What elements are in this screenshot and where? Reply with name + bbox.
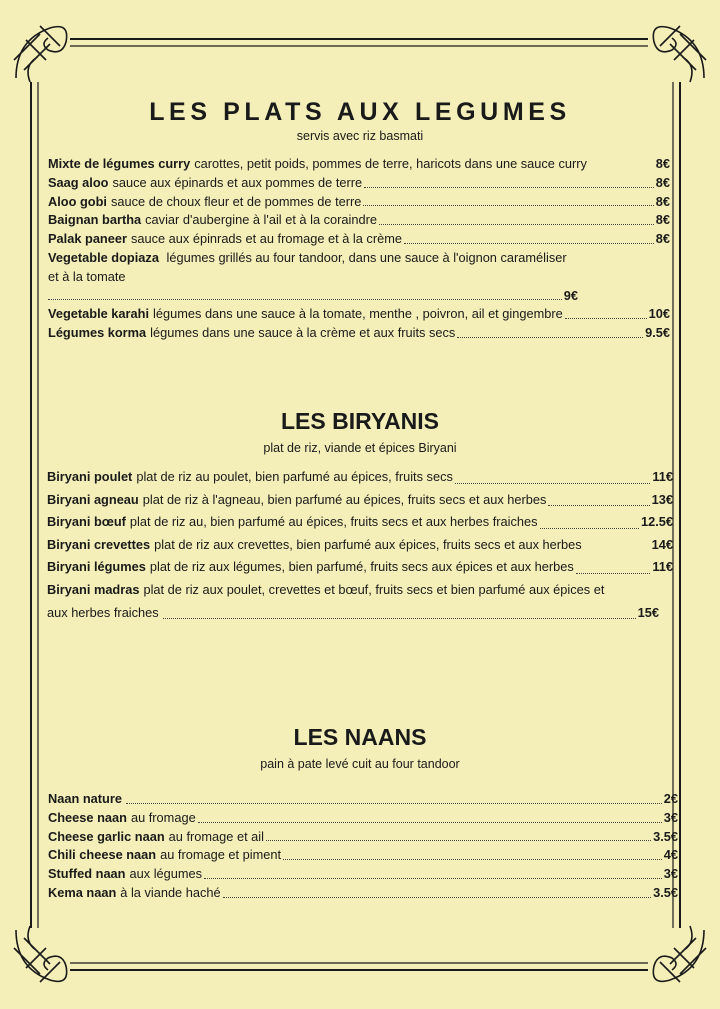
menu-item bbox=[48, 828, 678, 847]
item-desc: plat de riz à l'agneau, bien parfumé au épices, fruits secs et aux herbes bbox=[142, 491, 547, 507]
section-subtitle: plat de riz, viande et épices Biryani bbox=[263, 441, 457, 455]
item-name: Stuffed naan bbox=[48, 866, 126, 882]
dot-leader bbox=[204, 878, 662, 879]
dot-leader bbox=[540, 528, 639, 529]
item-price: 9.5€ bbox=[645, 325, 670, 341]
item-name: Biryani agneau bbox=[47, 491, 139, 507]
item-name: Vegetable karahi bbox=[48, 306, 150, 322]
menu-item bbox=[47, 489, 673, 512]
item-desc: au fromage et piment bbox=[160, 847, 282, 863]
dot-leader bbox=[363, 205, 653, 206]
item-desc: sauce aux épinards et aux pommes de terre bbox=[112, 174, 363, 190]
item-desc: sauce aux épinrads et au fromage et à la crème bbox=[130, 231, 402, 247]
item-name: Biryani poulet bbox=[47, 469, 133, 484]
item-name: Saag aloo bbox=[48, 174, 109, 190]
item-price: 12.5€ bbox=[640, 514, 673, 530]
item-price: 8€ bbox=[655, 174, 670, 190]
item-name: Légumes korma bbox=[48, 325, 147, 341]
item-desc: plat de riz aux légumes, bien parfumé, fruits secs aux épices et aux herbes bbox=[149, 559, 574, 575]
menu-item bbox=[47, 511, 673, 534]
item-name: Biryani madras bbox=[47, 581, 140, 597]
item-desc: au fromage et ail bbox=[168, 828, 264, 844]
menu-item bbox=[47, 534, 673, 557]
item-price: 2€ bbox=[663, 791, 678, 806]
item-desc: caviar d'aubergine à l'ail et à la coraindre bbox=[145, 212, 377, 228]
section-subtitle: servis avec riz basmati bbox=[296, 129, 424, 143]
item-price: 8€ bbox=[655, 193, 670, 209]
item-price: 8€ bbox=[655, 156, 670, 171]
item-name: Biryani légumes bbox=[47, 559, 146, 575]
item-price: 8€ bbox=[655, 212, 670, 228]
item-continuation bbox=[48, 268, 670, 287]
item-name: Cheese garlic naan bbox=[48, 828, 165, 844]
dot-leader bbox=[455, 483, 650, 484]
item-name: Chili cheese naan bbox=[48, 847, 157, 863]
menu-item bbox=[48, 211, 670, 230]
menu-item bbox=[48, 249, 670, 268]
item-name: Kema naan bbox=[48, 884, 117, 900]
item-price: 3€ bbox=[663, 866, 678, 882]
biryanis-list bbox=[47, 466, 673, 624]
section-title: LES BIRYANIS bbox=[280, 408, 440, 434]
item-price: 3€ bbox=[663, 809, 678, 825]
dot-leader bbox=[364, 187, 654, 188]
item-name: Naan nature bbox=[48, 791, 122, 806]
menu-item bbox=[48, 155, 670, 174]
item-name: Biryani bœuf bbox=[47, 514, 126, 530]
item-price: 8€ bbox=[655, 231, 670, 247]
item-name: Cheese naan bbox=[48, 809, 127, 825]
menu-item bbox=[47, 579, 673, 602]
menu-item bbox=[47, 466, 673, 489]
item-price: 13€ bbox=[651, 491, 673, 507]
item-desc: légumes dans une sauce à la tomate, menthe , poivron, ail et gingembre bbox=[153, 306, 563, 322]
item-price: 10€ bbox=[648, 306, 670, 322]
dot-leader bbox=[548, 505, 649, 506]
item-name: Vegetable dopiaza bbox=[48, 249, 159, 265]
dot-leader bbox=[457, 337, 643, 338]
item-name: Palak paneer bbox=[48, 231, 127, 247]
item-price: 3.5€ bbox=[653, 828, 678, 844]
item-desc: légumes dans une sauce à la crème et aux fruits secs bbox=[150, 325, 456, 341]
section-biryanis bbox=[0, 408, 720, 455]
dot-leader bbox=[576, 573, 651, 574]
item-price-line bbox=[48, 287, 578, 306]
item-desc: légumes grillés au four tandoor, dans une sauce à l'oignon caraméliser bbox=[166, 249, 567, 265]
section-subtitle: pain à pate levé cuit au four tandoor bbox=[260, 757, 460, 771]
item-price: 11€ bbox=[652, 469, 673, 484]
menu-item bbox=[48, 790, 678, 809]
item-name: Aloo gobi bbox=[48, 193, 107, 209]
section-title: LES PLATS AUX LEGUMES bbox=[149, 98, 571, 126]
menu-item bbox=[47, 556, 673, 579]
dot-leader bbox=[48, 299, 562, 300]
dot-leader bbox=[198, 822, 662, 823]
item-desc: sauce de choux fleur et de pommes de terre bbox=[111, 193, 362, 209]
item-price: 3.5€ bbox=[653, 884, 678, 900]
menu-item bbox=[48, 809, 678, 828]
item-desc: au fromage bbox=[130, 809, 196, 825]
menu-item bbox=[48, 884, 678, 903]
dot-leader bbox=[223, 897, 651, 898]
item-desc: carottes, petit poids, pommes de terre, haricots dans une sauce curry bbox=[194, 156, 587, 171]
item-desc: aux légumes bbox=[129, 866, 203, 882]
item-name: Baignan bartha bbox=[48, 212, 142, 228]
menu-item bbox=[48, 324, 670, 343]
item-continuation bbox=[47, 602, 659, 625]
item-desc: plat de riz aux poulet, crevettes et bœuf, fruits secs et bien parfumé aux épices et bbox=[143, 581, 605, 597]
dot-leader bbox=[266, 840, 651, 841]
dot-leader bbox=[404, 243, 654, 244]
menu-item bbox=[48, 174, 670, 193]
item-price: 15€ bbox=[637, 604, 659, 620]
item-name: Mixte de légumes curry bbox=[48, 156, 191, 171]
menu-item bbox=[48, 230, 670, 249]
menu-item bbox=[48, 846, 678, 865]
dot-leader bbox=[565, 318, 647, 319]
item-desc: plat de riz aux crevettes, bien parfumé aux épices, fruits secs et aux herbes bbox=[154, 536, 582, 552]
item-name: Biryani crevettes bbox=[47, 536, 151, 552]
item-price: 14€ bbox=[651, 536, 673, 552]
menu-item bbox=[48, 193, 670, 212]
naans-list bbox=[48, 790, 678, 903]
section-title: LES NAANS bbox=[293, 724, 427, 750]
dot-leader bbox=[163, 618, 636, 619]
legumes-list bbox=[48, 155, 670, 343]
dot-leader bbox=[126, 803, 662, 804]
dot-leader bbox=[283, 859, 662, 860]
section-naans bbox=[0, 724, 720, 771]
item-price: 4€ bbox=[663, 847, 678, 863]
item-desc: plat de riz au poulet, bien parfumé au épices, fruits secs bbox=[136, 469, 453, 484]
item-price: 11€ bbox=[652, 559, 673, 575]
item-price: 9€ bbox=[563, 287, 578, 303]
menu-item bbox=[48, 865, 678, 884]
section-legumes bbox=[0, 98, 720, 143]
item-desc: à la viande haché bbox=[120, 884, 221, 900]
menu-item bbox=[48, 305, 670, 324]
dot-leader bbox=[379, 224, 654, 225]
item-desc-continued: aux herbes fraiches bbox=[47, 604, 159, 620]
item-desc: plat de riz au, bien parfumé au épices, fruits secs et aux herbes fraiches bbox=[129, 514, 538, 530]
item-desc-continued: et à la tomate bbox=[48, 268, 126, 284]
